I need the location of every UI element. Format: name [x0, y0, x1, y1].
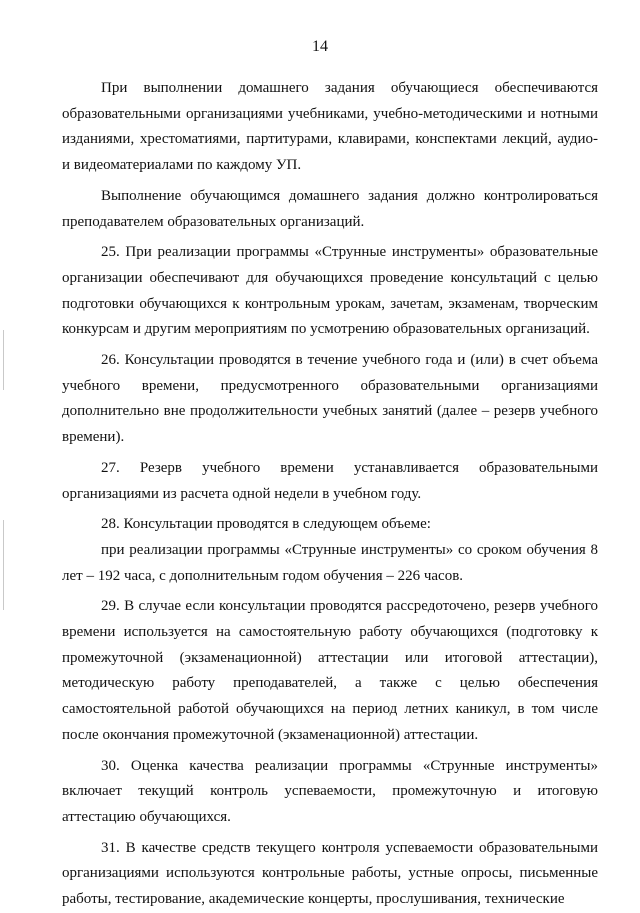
paragraph-homework-control: Выполнение обучающимся домашнего задания должно контролироваться преподавателем образовательных организаций.: [62, 187, 598, 230]
paragraph-29: 29. В случае если консультации проводятся рассредоточено, резерв учебного времени используется на самостоятельную работу обучающихся (подготовку к промежуточной (экзаменационной) аттестации или итоговой аттестации), методическую работу преподавателей, а также с целью обеспечения самостоятельной работой обучающихся на период летних каникул, в том числе после окончания промежуточной (экзаменационной) аттестации.: [62, 598, 598, 743]
paragraph-28: 28. Консультации проводятся в следующем объеме:: [101, 516, 431, 533]
page-number: 14: [312, 38, 328, 55]
paragraph-31: 31. В качестве средств текущего контроля успеваемости образовательными организациями используются контрольные работы, устные опросы, письменные работы, тестирование, академические концерты, прослушивания, технические: [62, 839, 598, 908]
scan-edge-mark: [3, 520, 4, 610]
paragraph-30: 30. Оценка качества реализации программы «Струнные инструменты» включает текущий контроль успеваемости, промежуточную и итоговую аттестацию обучающихся.: [62, 757, 598, 825]
paragraph-25: 25. При реализации программы «Струнные инструменты» образовательные организации обеспечивают для обучающихся проведение консультаций с целью подготовки обучающихся к контрольным урокам, зачетам, экзаменам, творческим конкурсам и другим мероприятиям по усмотрению образовательных организаций.: [62, 244, 598, 338]
paragraph-28-detail: при реализации программы «Струнные инструменты» со сроком обучения 8 лет – 192 часа, с дополнительным годом обучения – 226 часов.: [62, 541, 598, 584]
document-body: [62, 76, 598, 913]
scan-edge-mark: [3, 330, 4, 390]
paragraph-27: 27. Резерв учебного времени устанавливается образовательными организациями из расчета одной недели в учебном году.: [62, 459, 598, 502]
paragraph-26: 26. Консультации проводятся в течение учебного года и (или) в счет объема учебного времени, предусмотренного образовательными организациями дополнительно вне продолжительности учебных занятий (далее – резерв учебного времени).: [62, 352, 598, 446]
paragraph-homework-materials: При выполнении домашнего задания обучающиеся обеспечиваются образовательными организациями учебниками, учебно-методическими и нотными изданиями, хрестоматиями, партитурами, клавирами, конспектами лекций, аудио- и видеоматериалами по каждому УП.: [62, 80, 598, 174]
